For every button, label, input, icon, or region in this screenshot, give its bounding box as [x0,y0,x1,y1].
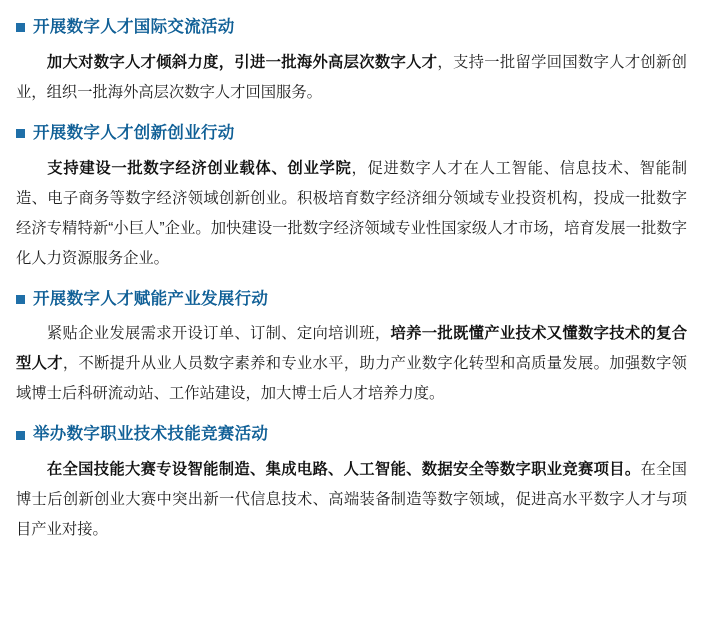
section-heading [14,18,689,38]
section-heading-text: 开展数字人才赋能产业发展行动 [33,289,269,308]
section-paragraph [14,154,689,274]
paragraph-rest: ，支持一批留学回国数字人才创新创业，组织一批海外高层次数字人才回国服务。 [16,53,687,101]
paragraph-lead: 紧贴企业发展需求开设订单、订制、定向培训班， [46,325,391,343]
paragraph-bold-lead: 加大对数字人才倾斜力度，引进一批海外高层次数字人才 [46,53,438,71]
paragraph-rest: ，不断提升从业人员数字素养和专业水平，助力产业数字化转型和高质量发展。加强数字领域博士后科研流动站、工作站建设，加大博士后人才培养力度。 [16,355,687,403]
section-heading [14,124,689,144]
paragraph-bold-mid: 培养一批既懂产业技术又懂数字技术的复合型人才 [16,325,687,373]
paragraph-bold-lead: 支持建设一批数字经济创业载体、创业学院 [46,159,352,177]
section-paragraph [14,48,689,108]
paragraph-rest: 在全国博士后创新创业大赛中突出新一代信息技术、高端装备制造等数字领域，促进高水平数字人才与项目产业对接。 [16,461,687,539]
paragraph-rest: ，促进数字人才在人工智能、信息技术、智能制造、电子商务等数字经济领域创新创业。积极培育数字经济细分领域专业投资机构，投成一批数字经济专精特新“小巨人”企业。加快建设一批数字经济领域专业性国家级人才市场，培育发展一批数字化人力资源服务企业。 [16,159,687,267]
section-skills-competition [14,425,689,545]
section-heading [14,290,689,310]
square-bullet-icon [16,129,25,138]
section-industry-empowerment [14,290,689,410]
paragraph-bold-lead: 在全国技能大赛专设智能制造、集成电路、人工智能、数据安全等数字职业竞赛项目。 [46,461,641,479]
section-heading-text: 开展数字人才国际交流活动 [33,18,235,36]
square-bullet-icon [16,23,25,32]
section-heading-text: 举办数字职业技术技能竞赛活动 [33,425,269,444]
section-innovation-entrepreneurship [14,124,689,274]
section-heading [14,425,689,445]
section-international-exchange [14,18,689,108]
square-bullet-icon [16,295,25,304]
square-bullet-icon [16,431,25,440]
section-heading-text: 开展数字人才创新创业行动 [33,123,235,142]
section-paragraph [14,455,689,545]
section-paragraph [14,319,689,409]
